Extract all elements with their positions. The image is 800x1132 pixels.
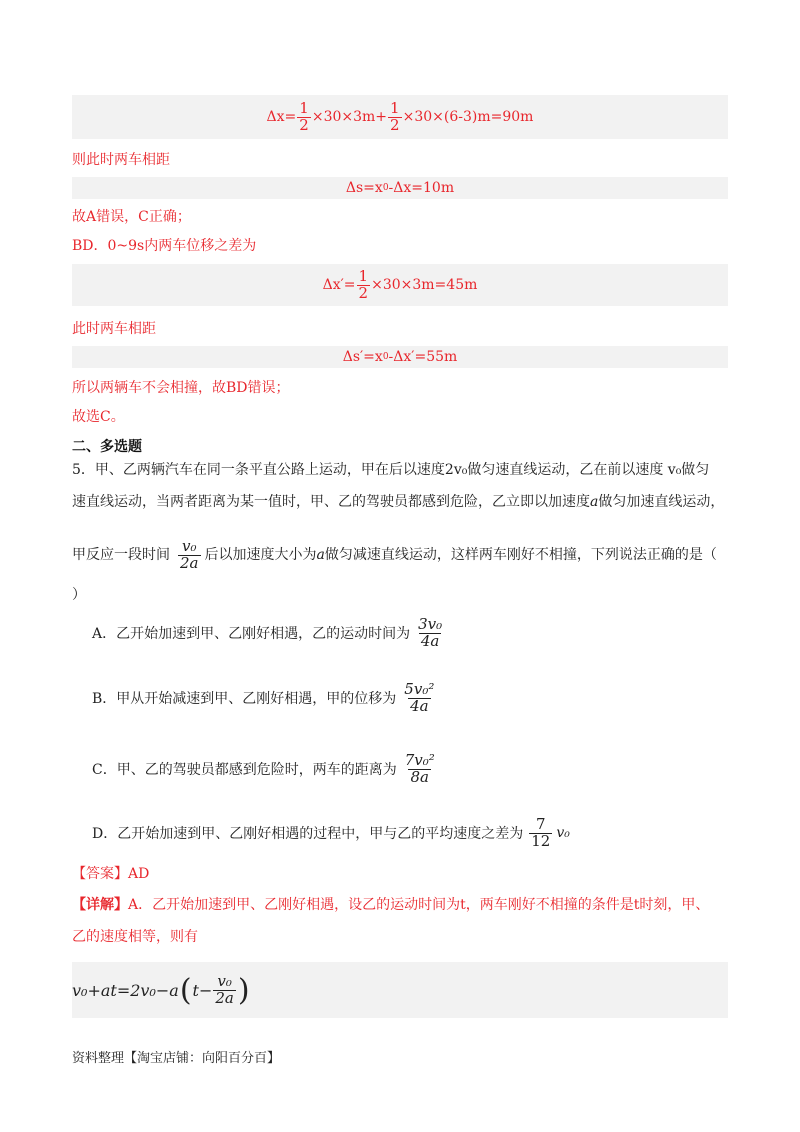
footer-source: 资料整理【淘宝店铺：向阳百分百】	[72, 1051, 281, 1066]
eq1-tail: ×30×(6-3)m=90m	[402, 109, 534, 125]
text-a-wrong-c-right: 故A错误，C正确；	[72, 209, 191, 225]
option-c: C．甲、乙的驾驶员都感到危险时，两车的距离为 $\frac{\text{7v₀²}}{8a}$	[92, 750, 435, 786]
option-a: A．乙开始加速到甲、乙刚好相遇，乙的运动时间为 $\frac{\text{3v₀}}{4a}$	[92, 614, 443, 650]
paren-left: (	[179, 972, 192, 1008]
equation-delta-s-prime: Δs′=x 0 -Δx′=55m	[72, 346, 728, 368]
answer: 【答案】AD	[72, 866, 150, 882]
text-choose-c: 故选C。	[72, 409, 125, 425]
q5-line-4: ）	[72, 587, 86, 603]
option-b: B．甲从开始减速到甲、乙刚好相遇，甲的位移为 $\frac{\text{5v₀²}}{4a}$	[92, 679, 435, 715]
q5-fraction: $\frac{\text{v₀}}{2a}$	[180, 536, 199, 572]
section-title: 二、多选题	[72, 439, 142, 455]
eq1-lhs: Δx=	[266, 109, 297, 125]
text-bd-displacement: BD．0~9s内两车位移之差为	[72, 238, 257, 254]
detail-line-1: 【详解】A．乙开始加速到甲、乙刚好相遇，设乙的运动时间为t，两车刚好不相撞的条件是t时刻，甲、	[72, 897, 710, 913]
text-distance-1: 则此时两车相距	[72, 152, 170, 168]
eq1-fraction-1: $\frac{1}{2}$	[299, 98, 309, 134]
text-no-collision: 所以两辆车不会相撞，故BD错误；	[72, 380, 290, 396]
detail-line-2: 乙的速度相等，则有	[72, 929, 198, 945]
q5-line-1: 5．甲、乙两辆汽车在同一条平直公路上运动，甲在后以速度2v₀做匀速直线运动，乙在前以速度 v₀做匀	[72, 462, 710, 478]
option-d: D．乙开始加速到甲、乙刚好相遇的过程中，甲与乙的平均速度之差为 $\frac{7}{12}$ v₀	[92, 814, 570, 850]
text-distance-2: 此时两车相距	[72, 321, 156, 337]
q5-line-2: 速直线运动，当两者距离为某一值时，甲、乙的驾驶员都感到危险，乙立即以加速度a做匀加速直线运动，	[72, 494, 725, 510]
equation-delta-s: Δs=x 0 -Δx=10m	[72, 177, 728, 199]
eq1-mid: ×30×3m+	[311, 109, 388, 125]
eq5-fraction: $\frac{\text{v₀}}{2a}$	[215, 971, 234, 1007]
equation-delta-x	[72, 95, 728, 139]
eq3-fraction: $\frac{1}{2}$	[358, 266, 369, 302]
paren-right: )	[237, 972, 250, 1008]
eq1-fraction-2: $\frac{1}{2}$	[390, 98, 400, 134]
equation-delta-x-prime: Δx′= $\frac{1}{2}$ ×30×3m=45m	[72, 264, 728, 306]
q5-line-3: 甲反应一段时间 $\frac{\text{v₀}}{2a}$ 后以加速度大小为 a 做匀减速直线运动，这样两车刚好不相撞，下列说法正确的是（	[72, 536, 717, 572]
equation-velocity: v₀+at=2v₀−a ( t− $\frac{\text{v₀}}{2a}$ )	[72, 962, 728, 1018]
